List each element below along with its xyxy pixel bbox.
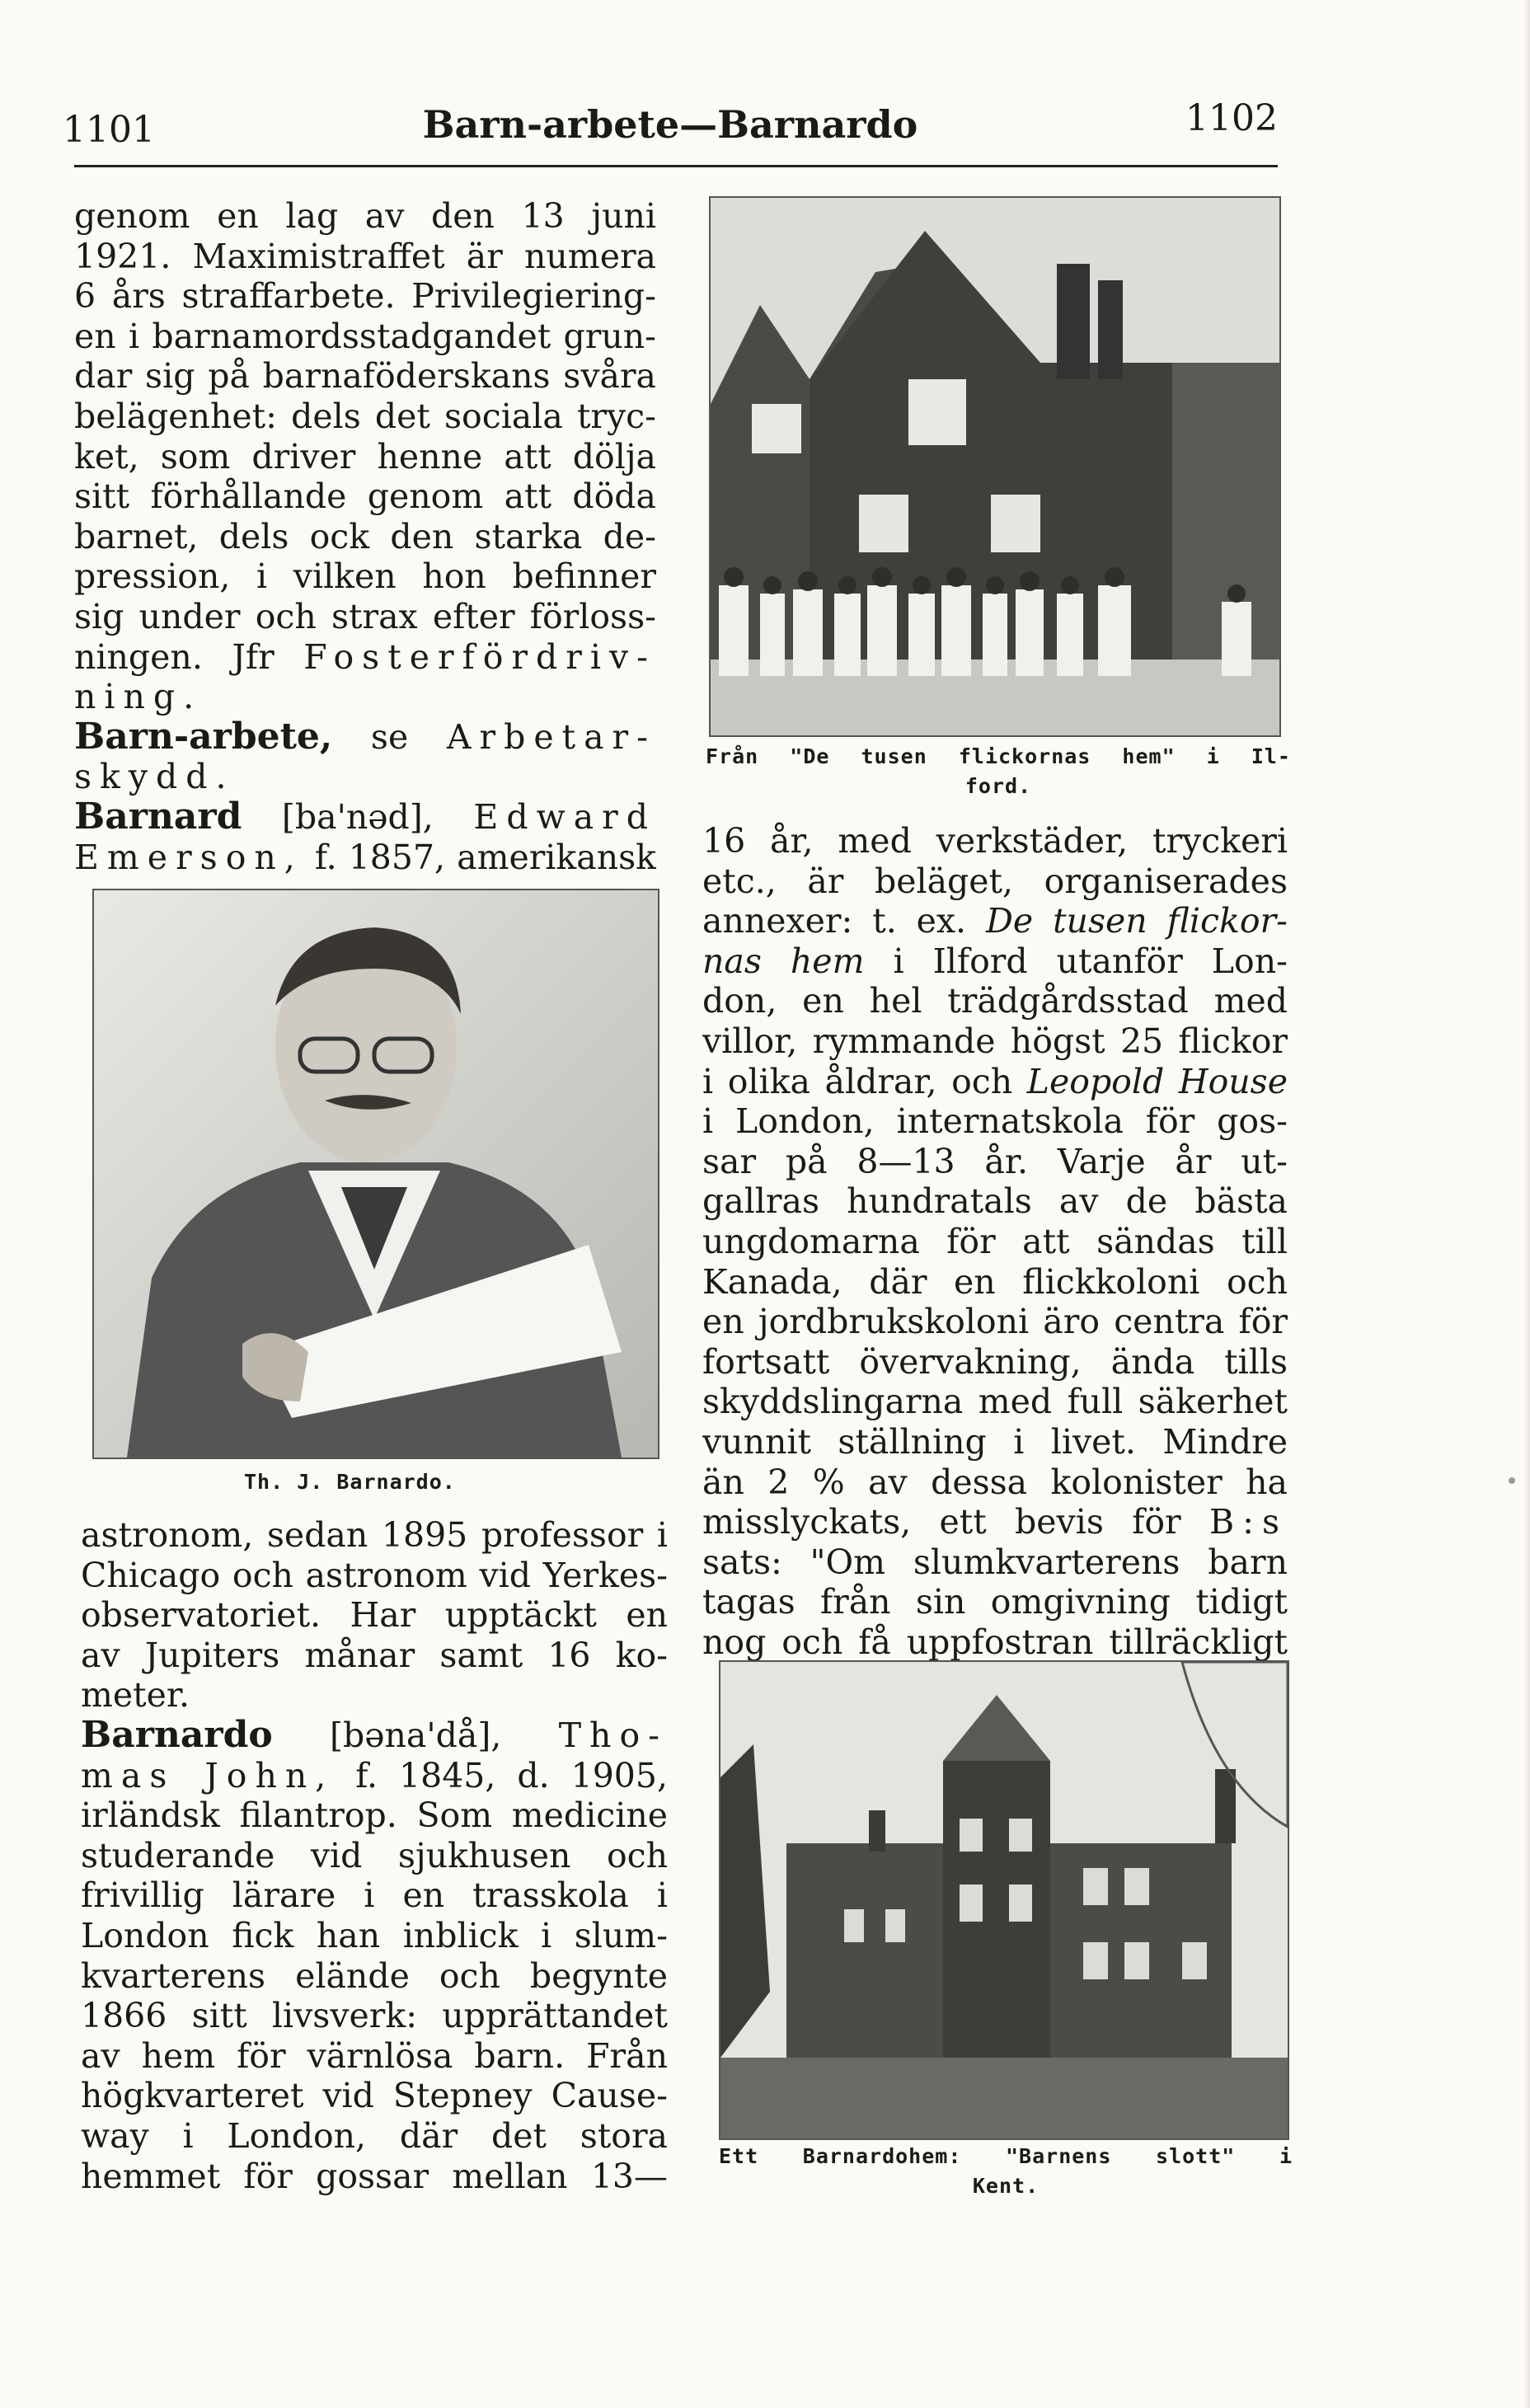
text-line: Kanada, där en flickkoloni och (702, 1261, 1288, 1302)
text-line: studerande vid sjukhusen och (81, 1835, 668, 1875)
text-line: 16 år, med verkstäder, tryckeri (702, 821, 1288, 861)
page-header (63, 92, 1278, 167)
given-name: Emerson, (74, 837, 303, 877)
text-span: i olika åldrar, och (702, 1061, 1013, 1101)
girls-home-caption (706, 742, 1291, 801)
entry-barn-arbete (74, 717, 656, 758)
text-line: frivillig lärare i en trasskola i (81, 1875, 668, 1916)
text-line (702, 1502, 1288, 1542)
portrait-caption: Th. J. Barnardo. (244, 1470, 456, 1494)
text-line: meter. (81, 1675, 190, 1716)
entry-barnardo (81, 1716, 668, 1756)
text-line: observatoriet. Har upptäckt en (81, 1595, 668, 1636)
text-line: 6 års straffarbete. Privilegiering- (74, 276, 656, 317)
text-line: pression, i vilken hon befinner (74, 556, 656, 597)
see-word: se (370, 716, 409, 757)
text-line (81, 1756, 668, 1796)
running-title: Barn-arbete—Barnardo (422, 102, 918, 147)
text-line: tagas från sin omgivning tidigt (702, 1582, 1288, 1622)
cross-reference: B:s (1209, 1502, 1288, 1542)
text-line: don, en hel trädgårdsstad med (702, 981, 1288, 1021)
italic-title: De tusen flickor- (986, 901, 1288, 941)
cross-reference-end: skydd. (74, 757, 235, 797)
text-jfr: ningen. Jfr (74, 636, 275, 677)
text-line: genom en lag av den 13 juni (74, 196, 656, 236)
text-line: sitt förhållande genom att döda (74, 476, 656, 517)
text-line: Chicago och astronom vid Yerkes- (81, 1555, 668, 1595)
header-rule (74, 165, 1278, 167)
text-span: f. 1857, amerikansk (314, 837, 656, 877)
cross-reference: Arbetar- (446, 716, 656, 757)
text-line: ungdomarna för att sändas till (702, 1221, 1288, 1261)
text-line: belägenhet: dels det sociala tryc- (74, 396, 656, 436)
text-line: barnet, dels ock den starka de- (74, 516, 656, 556)
headword-barnardo: Barnardo (81, 1715, 273, 1756)
left-column-block2 (81, 1515, 668, 2196)
text-span: annexer: t. ex. (702, 901, 967, 941)
text-line: ket, som driver henne att dölja (74, 436, 656, 476)
text-line: än 2 % av dessa kolonister ha (702, 1462, 1288, 1502)
text-line: nog och få uppfostran tillräckligt (702, 1622, 1288, 1662)
italic-title: Leopold House (1026, 1061, 1288, 1101)
margin-speck (1509, 1477, 1515, 1484)
left-column-block1 (74, 196, 656, 877)
text-line: skyddslingarna med full säkerhet (702, 1382, 1288, 1422)
text-line: högkvarteret vid Stepney Cause- (81, 2076, 668, 2116)
text-line: astronom, sedan 1895 professor i (81, 1515, 668, 1555)
text-line: 1866 sitt livsverk: upprättandet (81, 1996, 668, 2036)
text-line: London fick han inblick i slum- (81, 1915, 668, 1955)
given-name: Edward (473, 796, 656, 837)
text-line: i London, internatskola för gos- (702, 1101, 1288, 1142)
text-span: f. 1845, d. 1905, (355, 1755, 668, 1795)
text-line (74, 838, 656, 878)
caption-line: ford. (964, 774, 1032, 798)
castle-home-caption (719, 2142, 1293, 2201)
text-line: dar sig på barnaföderskans svåra (74, 356, 656, 397)
text-line: 1921. Maximistraffet är numera (74, 236, 656, 276)
text-line: sar på 8—13 år. Varje år ut- (702, 1141, 1288, 1181)
caption-line: Från "De tusen flickornas hem" i Il- (706, 744, 1291, 768)
text-span: i Ilford utanför Lon- (893, 941, 1288, 981)
page-number-left: 1101 (63, 109, 155, 151)
caption-line: Ett Barnardohem: "Barnens slott" i (719, 2144, 1293, 2168)
text-line: av Jupiters månar samt 16 ko- (81, 1635, 668, 1675)
text-line: sats: "Om slumkvarterens barn (702, 1542, 1288, 1582)
castle-home-photo (719, 1660, 1289, 2140)
headword-barn-arbete: Barn-arbete, (74, 716, 333, 758)
given-name: mas John, (81, 1755, 335, 1795)
text-line: en jordbrukskoloni äro centra för (702, 1302, 1288, 1342)
text-line: kvarterens elände och begynte (81, 1955, 668, 1996)
cross-reference-end: ning. (74, 677, 203, 717)
text-line: vunnit ställning i livet. Mindre (702, 1421, 1288, 1462)
cross-reference: Fosterfördriv- (303, 636, 656, 677)
text-line: fortsatt övervakning, ända tills (702, 1341, 1288, 1382)
text-line (74, 757, 656, 797)
page-number-right: 1102 (1185, 97, 1278, 139)
text-line (702, 941, 1288, 982)
caption-line: Kent. (972, 2174, 1040, 2198)
text-line: hemmet för gossar mellan 13— (81, 2156, 668, 2196)
portrait-photo (92, 889, 659, 1459)
right-column-text (702, 821, 1288, 1662)
girls-home-photo (709, 196, 1281, 737)
text-line (74, 637, 656, 678)
headword-barnard: Barnard (74, 796, 242, 838)
text-line: en i barnamordsstadgandet grun- (74, 316, 656, 356)
text-line: av hem för värnlösa barn. Från (81, 2035, 668, 2076)
italic-title: nas hem (702, 941, 865, 981)
page-edge (1522, 0, 1530, 2408)
entry-barnard (74, 797, 656, 838)
text-line: gallras hundratals av de bästa (702, 1181, 1288, 1222)
text-span: misslyckats, ett bevis för (702, 1502, 1181, 1542)
text-line: etc., är beläget, organiserades (702, 861, 1288, 901)
text-line: villor, rymmande högst 25 flickor (702, 1021, 1288, 1061)
text-line: sig under och strax efter förloss- (74, 596, 656, 636)
text-line (74, 677, 656, 717)
text-line (702, 1062, 1288, 1102)
pronunciation: [bəna'då], (330, 1715, 502, 1755)
given-name: Tho- (558, 1715, 668, 1755)
pronunciation: [ba'nəd], (281, 796, 434, 837)
text-line (702, 901, 1288, 941)
text-line: way i London, där det stora (81, 2115, 668, 2156)
text-line: irländsk filantrop. Som medicine (81, 1795, 668, 1836)
